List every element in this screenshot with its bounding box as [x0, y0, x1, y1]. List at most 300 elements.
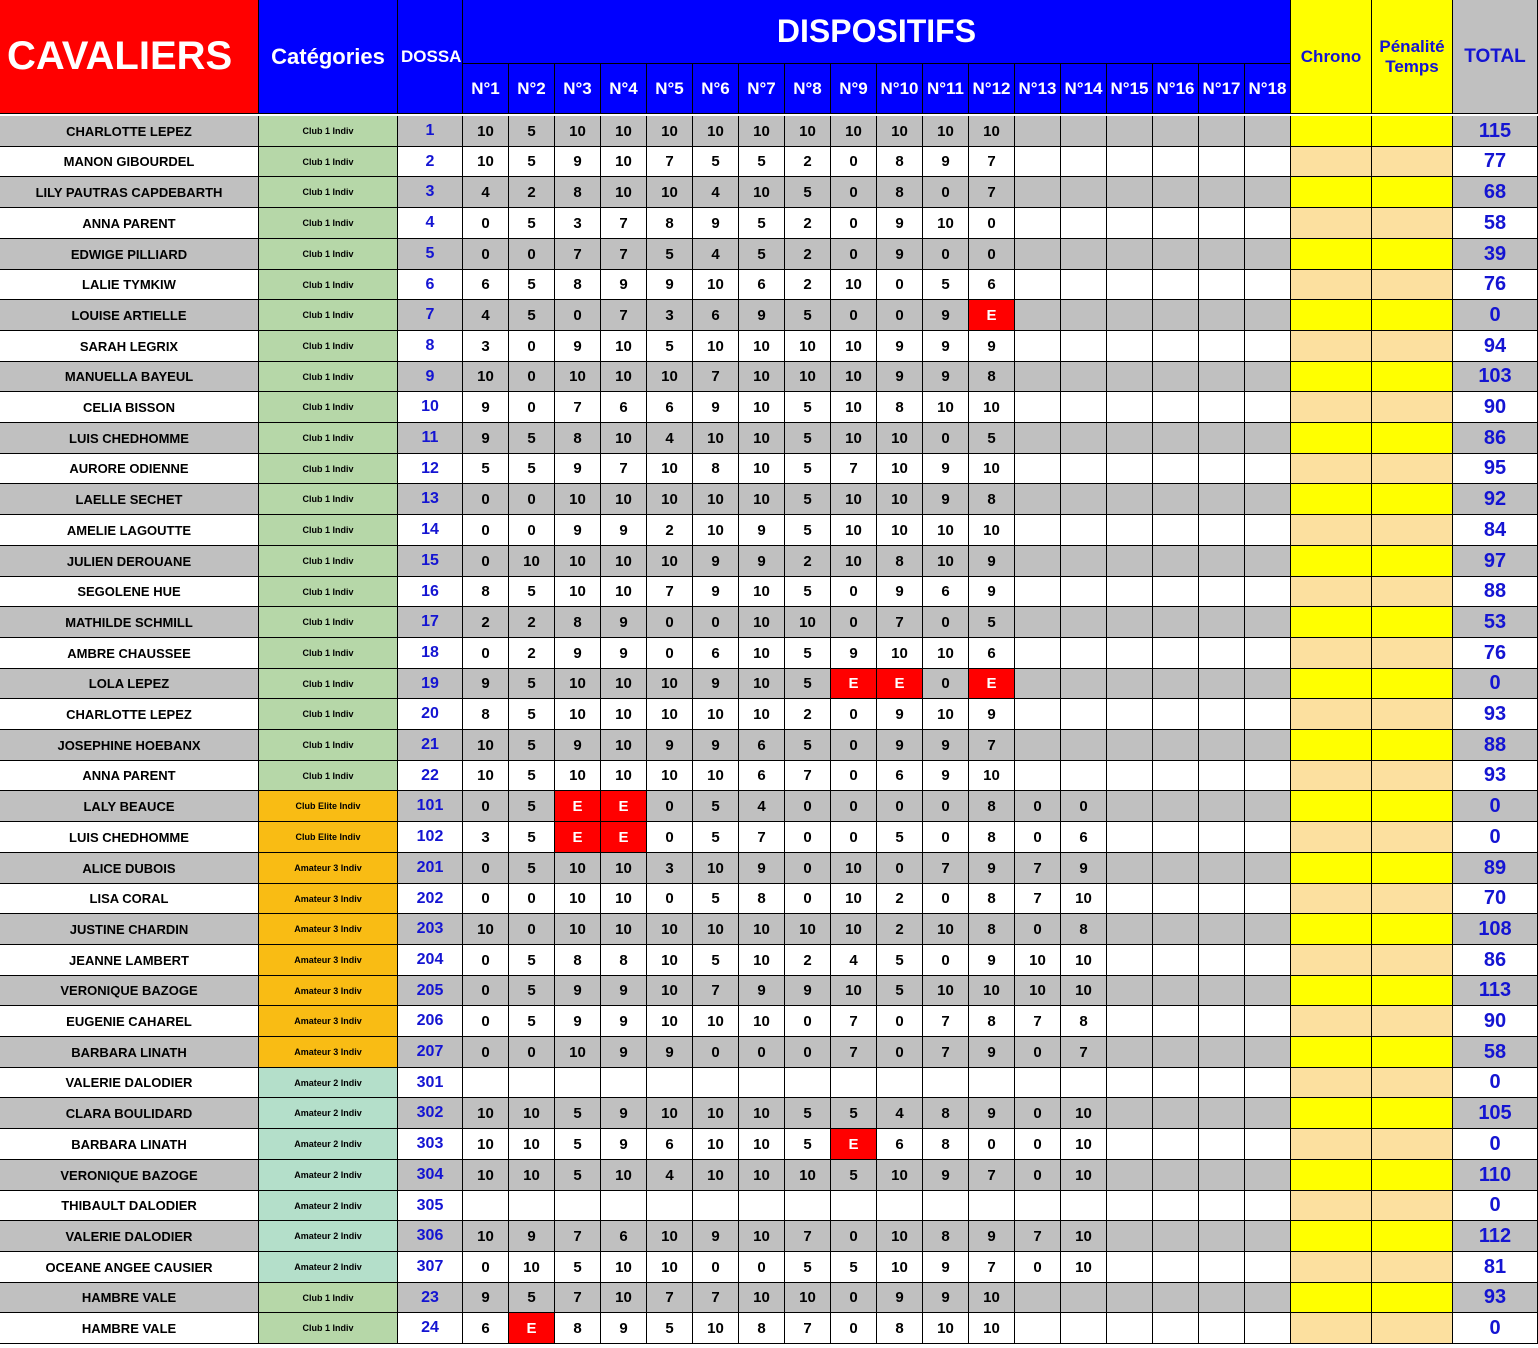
- score-cell-7[interactable]: 10: [739, 1221, 785, 1252]
- score-cell-7[interactable]: 10: [739, 116, 785, 147]
- score-cell-11[interactable]: 8: [923, 1098, 969, 1129]
- total-cell[interactable]: 93: [1453, 761, 1538, 791]
- score-cell-1[interactable]: 9: [463, 1283, 509, 1313]
- chrono-cell[interactable]: [1291, 546, 1372, 577]
- chrono-cell[interactable]: [1291, 392, 1372, 423]
- total-cell[interactable]: 90: [1453, 392, 1538, 423]
- score-cell-1[interactable]: 10: [463, 1160, 509, 1191]
- score-cell-7[interactable]: 10: [739, 1006, 785, 1037]
- score-cell-14[interactable]: [1061, 669, 1107, 699]
- total-cell[interactable]: 94: [1453, 331, 1538, 362]
- score-cell-18[interactable]: [1245, 177, 1291, 208]
- score-cell-3[interactable]: 10: [555, 669, 601, 699]
- score-cell-9[interactable]: 9: [831, 638, 877, 669]
- score-cell-12[interactable]: 7: [969, 177, 1015, 208]
- score-cell-2[interactable]: 0: [509, 1037, 555, 1068]
- score-cell-12[interactable]: 5: [969, 607, 1015, 638]
- score-cell-15[interactable]: [1107, 239, 1153, 270]
- score-cell-1[interactable]: 9: [463, 392, 509, 423]
- score-cell-16[interactable]: [1153, 1129, 1199, 1160]
- score-cell-15[interactable]: [1107, 699, 1153, 730]
- score-cell-17[interactable]: [1199, 607, 1245, 638]
- score-cell-18[interactable]: [1245, 822, 1291, 853]
- chrono-cell[interactable]: [1291, 1006, 1372, 1037]
- penalite-cell[interactable]: [1372, 976, 1453, 1006]
- chrono-cell[interactable]: [1291, 1160, 1372, 1191]
- score-cell-18[interactable]: [1245, 669, 1291, 699]
- score-cell-12[interactable]: 9: [969, 546, 1015, 577]
- score-cell-3[interactable]: 9: [555, 976, 601, 1006]
- category-cell[interactable]: Club 1 Indiv: [259, 638, 398, 669]
- score-cell-4[interactable]: 9: [601, 1129, 647, 1160]
- score-cell-17[interactable]: [1199, 208, 1245, 239]
- score-cell-6[interactable]: 10: [693, 1006, 739, 1037]
- total-cell[interactable]: 76: [1453, 638, 1538, 669]
- rider-name-cell[interactable]: LALY BEAUCE: [0, 791, 259, 822]
- category-cell[interactable]: Club 1 Indiv: [259, 300, 398, 331]
- score-cell-18[interactable]: [1245, 1006, 1291, 1037]
- total-cell[interactable]: 0: [1453, 822, 1538, 853]
- chrono-cell[interactable]: [1291, 116, 1372, 147]
- score-cell-8[interactable]: 2: [785, 208, 831, 239]
- score-cell-10[interactable]: 8: [877, 392, 923, 423]
- score-cell-10[interactable]: 9: [877, 239, 923, 270]
- score-cell-8[interactable]: 5: [785, 577, 831, 607]
- score-cell-1[interactable]: 6: [463, 270, 509, 300]
- score-cell-4[interactable]: 9: [601, 515, 647, 546]
- score-cell-3[interactable]: 10: [555, 362, 601, 392]
- score-cell-5[interactable]: 10: [647, 976, 693, 1006]
- score-cell-7[interactable]: 10: [739, 914, 785, 945]
- header-dispositif-18[interactable]: N°18: [1245, 64, 1291, 114]
- score-cell-18[interactable]: [1245, 239, 1291, 270]
- score-cell-15[interactable]: [1107, 546, 1153, 577]
- score-cell-14[interactable]: [1061, 1313, 1107, 1344]
- score-cell-10[interactable]: 10: [877, 454, 923, 484]
- score-cell-11[interactable]: 0: [923, 239, 969, 270]
- dossard-cell[interactable]: 21: [398, 730, 463, 761]
- score-cell-6[interactable]: [693, 1191, 739, 1221]
- score-cell-10[interactable]: 9: [877, 208, 923, 239]
- rider-name-cell[interactable]: VERONIQUE BAZOGE: [0, 976, 259, 1006]
- score-cell-8[interactable]: 5: [785, 1252, 831, 1283]
- category-cell[interactable]: Club 1 Indiv: [259, 699, 398, 730]
- score-cell-17[interactable]: [1199, 577, 1245, 607]
- score-cell-5[interactable]: 3: [647, 853, 693, 884]
- score-cell-14[interactable]: [1061, 577, 1107, 607]
- score-cell-4[interactable]: E: [601, 822, 647, 853]
- score-cell-11[interactable]: 9: [923, 1252, 969, 1283]
- score-cell-17[interactable]: [1199, 914, 1245, 945]
- score-cell-13[interactable]: 0: [1015, 1098, 1061, 1129]
- score-cell-9[interactable]: 0: [831, 730, 877, 761]
- score-cell-12[interactable]: 8: [969, 1006, 1015, 1037]
- header-dispositif-17[interactable]: N°17: [1199, 64, 1245, 114]
- rider-name-cell[interactable]: EUGENIE CAHAREL: [0, 1006, 259, 1037]
- score-cell-9[interactable]: 0: [831, 300, 877, 331]
- score-cell-17[interactable]: [1199, 546, 1245, 577]
- score-cell-3[interactable]: [555, 1068, 601, 1098]
- score-cell-12[interactable]: 9: [969, 853, 1015, 884]
- score-cell-14[interactable]: 6: [1061, 822, 1107, 853]
- category-cell[interactable]: Club 1 Indiv: [259, 730, 398, 761]
- penalite-cell[interactable]: [1372, 270, 1453, 300]
- category-cell[interactable]: Amateur 3 Indiv: [259, 1006, 398, 1037]
- score-cell-12[interactable]: 10: [969, 454, 1015, 484]
- score-cell-2[interactable]: 0: [509, 362, 555, 392]
- score-cell-18[interactable]: [1245, 699, 1291, 730]
- category-cell[interactable]: Club 1 Indiv: [259, 331, 398, 362]
- score-cell-3[interactable]: 7: [555, 392, 601, 423]
- score-cell-17[interactable]: [1199, 300, 1245, 331]
- score-cell-13[interactable]: [1015, 761, 1061, 791]
- score-cell-9[interactable]: 0: [831, 1283, 877, 1313]
- score-cell-2[interactable]: 0: [509, 392, 555, 423]
- score-cell-10[interactable]: 10: [877, 116, 923, 147]
- score-cell-16[interactable]: [1153, 976, 1199, 1006]
- penalite-cell[interactable]: [1372, 1252, 1453, 1283]
- category-cell[interactable]: Amateur 2 Indiv: [259, 1098, 398, 1129]
- score-cell-10[interactable]: 8: [877, 147, 923, 177]
- score-cell-17[interactable]: [1199, 147, 1245, 177]
- score-cell-9[interactable]: 0: [831, 147, 877, 177]
- category-cell[interactable]: Club 1 Indiv: [259, 1313, 398, 1344]
- category-cell[interactable]: Club 1 Indiv: [259, 607, 398, 638]
- score-cell-17[interactable]: [1199, 1313, 1245, 1344]
- score-cell-10[interactable]: 0: [877, 300, 923, 331]
- score-cell-12[interactable]: 8: [969, 884, 1015, 914]
- score-cell-4[interactable]: 6: [601, 392, 647, 423]
- penalite-cell[interactable]: [1372, 300, 1453, 331]
- score-cell-7[interactable]: 4: [739, 791, 785, 822]
- score-cell-7[interactable]: 6: [739, 270, 785, 300]
- rider-name-cell[interactable]: AMELIE LAGOUTTE: [0, 515, 259, 546]
- category-cell[interactable]: Amateur 2 Indiv: [259, 1221, 398, 1252]
- score-cell-16[interactable]: [1153, 761, 1199, 791]
- score-cell-2[interactable]: 5: [509, 822, 555, 853]
- header-dispositif-3[interactable]: N°3: [555, 64, 601, 114]
- score-cell-7[interactable]: 7: [739, 822, 785, 853]
- score-cell-9[interactable]: 10: [831, 515, 877, 546]
- score-cell-12[interactable]: 9: [969, 699, 1015, 730]
- score-cell-15[interactable]: [1107, 577, 1153, 607]
- score-cell-11[interactable]: 8: [923, 1129, 969, 1160]
- score-cell-13[interactable]: [1015, 730, 1061, 761]
- score-cell-4[interactable]: 10: [601, 147, 647, 177]
- score-cell-9[interactable]: 0: [831, 577, 877, 607]
- score-cell-3[interactable]: 8: [555, 1313, 601, 1344]
- score-cell-15[interactable]: [1107, 1283, 1153, 1313]
- dossard-cell[interactable]: 14: [398, 515, 463, 546]
- score-cell-6[interactable]: 5: [693, 791, 739, 822]
- score-cell-15[interactable]: [1107, 1129, 1153, 1160]
- total-cell[interactable]: 0: [1453, 669, 1538, 699]
- score-cell-3[interactable]: 9: [555, 515, 601, 546]
- score-cell-2[interactable]: 0: [509, 884, 555, 914]
- score-cell-9[interactable]: 10: [831, 392, 877, 423]
- score-cell-4[interactable]: 10: [601, 1283, 647, 1313]
- score-cell-1[interactable]: 6: [463, 1313, 509, 1344]
- total-cell[interactable]: 89: [1453, 853, 1538, 884]
- score-cell-1[interactable]: 0: [463, 945, 509, 976]
- header-dispositif-15[interactable]: N°15: [1107, 64, 1153, 114]
- category-cell[interactable]: Club 1 Indiv: [259, 761, 398, 791]
- score-cell-10[interactable]: 2: [877, 884, 923, 914]
- score-cell-3[interactable]: 8: [555, 423, 601, 454]
- dossard-cell[interactable]: 3: [398, 177, 463, 208]
- dossard-cell[interactable]: 20: [398, 699, 463, 730]
- score-cell-3[interactable]: 7: [555, 1283, 601, 1313]
- score-cell-13[interactable]: [1015, 177, 1061, 208]
- score-cell-15[interactable]: [1107, 607, 1153, 638]
- category-cell[interactable]: Amateur 2 Indiv: [259, 1129, 398, 1160]
- score-cell-10[interactable]: 10: [877, 1160, 923, 1191]
- score-cell-7[interactable]: 8: [739, 1313, 785, 1344]
- score-cell-5[interactable]: 10: [647, 1252, 693, 1283]
- score-cell-4[interactable]: 10: [601, 853, 647, 884]
- score-cell-2[interactable]: 5: [509, 730, 555, 761]
- dossard-cell[interactable]: 206: [398, 1006, 463, 1037]
- score-cell-8[interactable]: 10: [785, 116, 831, 147]
- score-cell-11[interactable]: 10: [923, 914, 969, 945]
- category-cell[interactable]: Club Elite Indiv: [259, 791, 398, 822]
- score-cell-8[interactable]: 2: [785, 239, 831, 270]
- score-cell-13[interactable]: 10: [1015, 945, 1061, 976]
- score-cell-6[interactable]: 9: [693, 1221, 739, 1252]
- score-cell-18[interactable]: [1245, 1283, 1291, 1313]
- score-cell-7[interactable]: 6: [739, 730, 785, 761]
- score-cell-3[interactable]: 10: [555, 699, 601, 730]
- score-cell-2[interactable]: 5: [509, 669, 555, 699]
- rider-name-cell[interactable]: VERONIQUE BAZOGE: [0, 1160, 259, 1191]
- score-cell-5[interactable]: 0: [647, 607, 693, 638]
- score-cell-3[interactable]: 10: [555, 1037, 601, 1068]
- total-cell[interactable]: 105: [1453, 1098, 1538, 1129]
- score-cell-16[interactable]: [1153, 1221, 1199, 1252]
- header-dispositif-7[interactable]: N°7: [739, 64, 785, 114]
- dossard-cell[interactable]: 205: [398, 976, 463, 1006]
- header-dispositif-6[interactable]: N°6: [693, 64, 739, 114]
- score-cell-12[interactable]: 10: [969, 1283, 1015, 1313]
- score-cell-8[interactable]: 5: [785, 1129, 831, 1160]
- score-cell-17[interactable]: [1199, 270, 1245, 300]
- score-cell-8[interactable]: 2: [785, 699, 831, 730]
- score-cell-10[interactable]: 10: [877, 1252, 923, 1283]
- score-cell-18[interactable]: [1245, 423, 1291, 454]
- category-cell[interactable]: Amateur 3 Indiv: [259, 853, 398, 884]
- total-cell[interactable]: 0: [1453, 1191, 1538, 1221]
- score-cell-6[interactable]: 7: [693, 976, 739, 1006]
- penalite-cell[interactable]: [1372, 1160, 1453, 1191]
- total-cell[interactable]: 68: [1453, 177, 1538, 208]
- score-cell-2[interactable]: 5: [509, 853, 555, 884]
- score-cell-6[interactable]: 4: [693, 239, 739, 270]
- score-cell-13[interactable]: [1015, 546, 1061, 577]
- category-cell[interactable]: Club 1 Indiv: [259, 669, 398, 699]
- header-penalite-temps[interactable]: Pénalité Temps: [1372, 0, 1453, 114]
- dossard-cell[interactable]: 302: [398, 1098, 463, 1129]
- score-cell-13[interactable]: [1015, 669, 1061, 699]
- header-dispositif-16[interactable]: N°16: [1153, 64, 1199, 114]
- chrono-cell[interactable]: [1291, 484, 1372, 515]
- chrono-cell[interactable]: [1291, 1252, 1372, 1283]
- chrono-cell[interactable]: [1291, 884, 1372, 914]
- score-cell-5[interactable]: 3: [647, 300, 693, 331]
- chrono-cell[interactable]: [1291, 791, 1372, 822]
- score-cell-6[interactable]: 5: [693, 822, 739, 853]
- total-cell[interactable]: 92: [1453, 484, 1538, 515]
- score-cell-5[interactable]: 10: [647, 177, 693, 208]
- score-cell-3[interactable]: 9: [555, 730, 601, 761]
- score-cell-4[interactable]: 10: [601, 177, 647, 208]
- score-cell-7[interactable]: 10: [739, 577, 785, 607]
- penalite-cell[interactable]: [1372, 331, 1453, 362]
- score-cell-2[interactable]: 5: [509, 1283, 555, 1313]
- score-cell-16[interactable]: [1153, 239, 1199, 270]
- score-cell-11[interactable]: 10: [923, 116, 969, 147]
- score-cell-4[interactable]: 10: [601, 884, 647, 914]
- score-cell-4[interactable]: 10: [601, 914, 647, 945]
- score-cell-9[interactable]: 10: [831, 362, 877, 392]
- category-cell[interactable]: Club 1 Indiv: [259, 515, 398, 546]
- chrono-cell[interactable]: [1291, 730, 1372, 761]
- penalite-cell[interactable]: [1372, 1283, 1453, 1313]
- score-cell-16[interactable]: [1153, 362, 1199, 392]
- total-cell[interactable]: 81: [1453, 1252, 1538, 1283]
- score-cell-4[interactable]: 10: [601, 1252, 647, 1283]
- score-cell-13[interactable]: [1015, 208, 1061, 239]
- score-cell-8[interactable]: 5: [785, 423, 831, 454]
- rider-name-cell[interactable]: VALERIE DALODIER: [0, 1068, 259, 1098]
- score-cell-10[interactable]: 8: [877, 546, 923, 577]
- category-cell[interactable]: Amateur 3 Indiv: [259, 945, 398, 976]
- score-cell-1[interactable]: 0: [463, 208, 509, 239]
- score-cell-12[interactable]: 9: [969, 577, 1015, 607]
- score-cell-16[interactable]: [1153, 484, 1199, 515]
- score-cell-10[interactable]: 6: [877, 761, 923, 791]
- penalite-cell[interactable]: [1372, 730, 1453, 761]
- score-cell-17[interactable]: [1199, 1098, 1245, 1129]
- penalite-cell[interactable]: [1372, 822, 1453, 853]
- score-cell-5[interactable]: 10: [647, 699, 693, 730]
- score-cell-11[interactable]: 10: [923, 1313, 969, 1344]
- rider-name-cell[interactable]: LAELLE SECHET: [0, 484, 259, 515]
- score-cell-14[interactable]: [1061, 392, 1107, 423]
- dossard-cell[interactable]: 13: [398, 484, 463, 515]
- score-cell-16[interactable]: [1153, 208, 1199, 239]
- dossard-cell[interactable]: 8: [398, 331, 463, 362]
- rider-name-cell[interactable]: ALICE DUBOIS: [0, 853, 259, 884]
- score-cell-16[interactable]: [1153, 822, 1199, 853]
- score-cell-5[interactable]: 7: [647, 1283, 693, 1313]
- score-cell-15[interactable]: [1107, 1068, 1153, 1098]
- score-cell-9[interactable]: [831, 1068, 877, 1098]
- score-cell-16[interactable]: [1153, 546, 1199, 577]
- score-cell-11[interactable]: 0: [923, 822, 969, 853]
- score-cell-15[interactable]: [1107, 484, 1153, 515]
- chrono-cell[interactable]: [1291, 1313, 1372, 1344]
- rider-name-cell[interactable]: ANNA PARENT: [0, 208, 259, 239]
- score-cell-13[interactable]: 0: [1015, 1129, 1061, 1160]
- total-cell[interactable]: 84: [1453, 515, 1538, 546]
- score-cell-4[interactable]: 10: [601, 669, 647, 699]
- dossard-cell[interactable]: 6: [398, 270, 463, 300]
- score-cell-1[interactable]: 9: [463, 423, 509, 454]
- score-cell-18[interactable]: [1245, 1098, 1291, 1129]
- score-cell-13[interactable]: [1015, 1068, 1061, 1098]
- score-cell-15[interactable]: [1107, 976, 1153, 1006]
- score-cell-12[interactable]: 7: [969, 1160, 1015, 1191]
- score-cell-18[interactable]: [1245, 1313, 1291, 1344]
- penalite-cell[interactable]: [1372, 1221, 1453, 1252]
- score-cell-8[interactable]: 0: [785, 1006, 831, 1037]
- score-cell-15[interactable]: [1107, 1006, 1153, 1037]
- chrono-cell[interactable]: [1291, 239, 1372, 270]
- total-cell[interactable]: 76: [1453, 270, 1538, 300]
- total-cell[interactable]: 70: [1453, 884, 1538, 914]
- penalite-cell[interactable]: [1372, 147, 1453, 177]
- score-cell-17[interactable]: [1199, 116, 1245, 147]
- score-cell-10[interactable]: 9: [877, 699, 923, 730]
- chrono-cell[interactable]: [1291, 1221, 1372, 1252]
- score-cell-13[interactable]: [1015, 147, 1061, 177]
- score-cell-3[interactable]: [555, 1191, 601, 1221]
- score-cell-13[interactable]: 0: [1015, 1037, 1061, 1068]
- score-cell-12[interactable]: 10: [969, 392, 1015, 423]
- score-cell-4[interactable]: 9: [601, 1006, 647, 1037]
- score-cell-14[interactable]: [1061, 116, 1107, 147]
- score-cell-14[interactable]: [1061, 1283, 1107, 1313]
- score-cell-3[interactable]: 10: [555, 484, 601, 515]
- score-cell-18[interactable]: [1245, 945, 1291, 976]
- score-cell-12[interactable]: 8: [969, 362, 1015, 392]
- score-cell-17[interactable]: [1199, 362, 1245, 392]
- score-cell-11[interactable]: 6: [923, 577, 969, 607]
- dossard-cell[interactable]: 305: [398, 1191, 463, 1221]
- total-cell[interactable]: 88: [1453, 577, 1538, 607]
- score-cell-14[interactable]: [1061, 484, 1107, 515]
- score-cell-2[interactable]: 5: [509, 1006, 555, 1037]
- category-cell[interactable]: Club 1 Indiv: [259, 362, 398, 392]
- dossard-cell[interactable]: 17: [398, 607, 463, 638]
- chrono-cell[interactable]: [1291, 761, 1372, 791]
- score-cell-13[interactable]: [1015, 331, 1061, 362]
- score-cell-5[interactable]: 10: [647, 1006, 693, 1037]
- score-cell-9[interactable]: 10: [831, 423, 877, 454]
- score-cell-14[interactable]: [1061, 515, 1107, 546]
- score-cell-15[interactable]: [1107, 177, 1153, 208]
- score-cell-1[interactable]: 9: [463, 669, 509, 699]
- header-dispositif-1[interactable]: N°1: [463, 64, 509, 114]
- score-cell-7[interactable]: 9: [739, 546, 785, 577]
- header-categories[interactable]: Catégories: [259, 0, 398, 114]
- score-cell-4[interactable]: 7: [601, 300, 647, 331]
- score-cell-18[interactable]: [1245, 1129, 1291, 1160]
- score-cell-5[interactable]: 5: [647, 1313, 693, 1344]
- score-cell-18[interactable]: [1245, 147, 1291, 177]
- score-cell-7[interactable]: 10: [739, 945, 785, 976]
- score-cell-3[interactable]: 7: [555, 1221, 601, 1252]
- score-cell-2[interactable]: 0: [509, 239, 555, 270]
- score-cell-18[interactable]: [1245, 1221, 1291, 1252]
- score-cell-12[interactable]: 8: [969, 914, 1015, 945]
- score-cell-9[interactable]: 10: [831, 270, 877, 300]
- score-cell-3[interactable]: 8: [555, 270, 601, 300]
- score-cell-18[interactable]: [1245, 607, 1291, 638]
- score-cell-3[interactable]: 0: [555, 300, 601, 331]
- dossard-cell[interactable]: 2: [398, 147, 463, 177]
- score-cell-9[interactable]: [831, 1191, 877, 1221]
